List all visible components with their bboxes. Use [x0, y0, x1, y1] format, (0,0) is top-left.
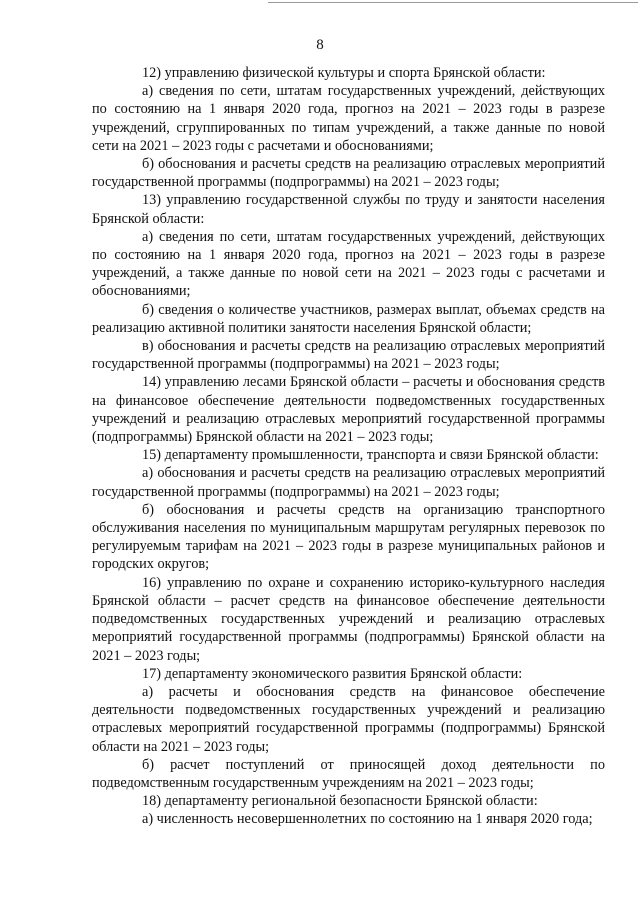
paragraph-item-14: 14) управлению лесами Брянской области – расчеты и обоснования средств на финансовое обеспечение деятельности подведомственных государственных учреждений и реализацию отраслевых мероприятий государственной программы (подпрограммы) Брянской области на 2021 – 2023 годы;	[92, 374, 605, 446]
paragraph-13a: а) сведения по сети, штатам государственных учреждений, действующих по состоянию на 1 января 2020 года, прогноз на 2021 – 2023 годы в разрезе учреждений, а также данные по новой сети на 2021 – 2023 годы с расчетами и обоснованиями;	[92, 228, 605, 300]
paragraph-15b: б) обоснования и расчеты средств на организацию транспортного обслуживания населения по муниципальным маршрутам регулярных перевозок по регулируемым тарифам на 2021 – 2023 годы в разрезе муниципальных районов и городских округов;	[92, 501, 605, 573]
paragraph-13b: б) сведения о количестве участников, размерах выплат, объемах средств на реализацию активной политики занятости населения Брянской области;	[92, 301, 605, 336]
paragraph-18a: а) численность несовершеннолетних по состоянию на 1 января 2020 года;	[142, 811, 593, 828]
paragraph-15a: а) обоснования и расчеты средств на реализацию отраслевых мероприятий государственной программы (подпрограммы) на 2021 – 2023 годы;	[92, 465, 605, 500]
paragraph-17a: а) расчеты и обоснования средств на финансовое обеспечение деятельности подведомственных государственных учреждений и реализацию отраслевых мероприятий государственной программы (подпрограммы) Брянской области на 2021 – 2023 годы;	[92, 683, 605, 755]
paragraph-item-13: 13) управлению государственной службы по труду и занятости населения Брянской области:	[92, 192, 605, 227]
top-rule	[268, 2, 638, 3]
paragraph-13v: в) обоснования и расчеты средств на реализацию отраслевых мероприятий государственной программы (подпрограммы) на 2021 – 2023 годы;	[92, 338, 605, 373]
paragraph-item-15: 15) департаменту промышленности, транспорта и связи Брянской области:	[142, 447, 599, 464]
paragraph-17b: б) расчет поступлений от приносящей доход деятельности по подведомственным государственным учреждениям на 2021 – 2023 годы;	[92, 756, 605, 791]
paragraph-item-16: 16) управлению по охране и сохранению историко-культурного наследия Брянской области – расчет средств на финансовое обеспечение деятельности подведомственных государственных учреждений и реализацию отраслевых мероприятий государственной программы (подпрограммы) Брянской области на 2021 – 2023 годы;	[92, 574, 605, 664]
paragraph-item-17: 17) департаменту экономического развития Брянской области:	[142, 665, 523, 682]
document-body	[92, 64, 605, 829]
paragraph-12b: б) обоснования и расчеты средств на реализацию отраслевых мероприятий государственной программы (подпрограммы) на 2021 – 2023 годы;	[92, 156, 605, 191]
paragraph-12a: а) сведения по сети, штатам государственных учреждений, действующих по состоянию на 1 января 2020 года, прогноз на 2021 – 2023 годы в разрезе учреждений, сгруппированных по типам учреждений, а также данные по новой сети на 2021 – 2023 годы с расчетами и обоснованиями;	[92, 83, 605, 154]
page-number: 8	[316, 37, 324, 53]
paragraph-item-12: 12) управлению физической культуры и спорта Брянской области:	[142, 65, 546, 81]
paragraph-item-18: 18) департаменту региональной безопасности Брянской области:	[142, 793, 538, 810]
